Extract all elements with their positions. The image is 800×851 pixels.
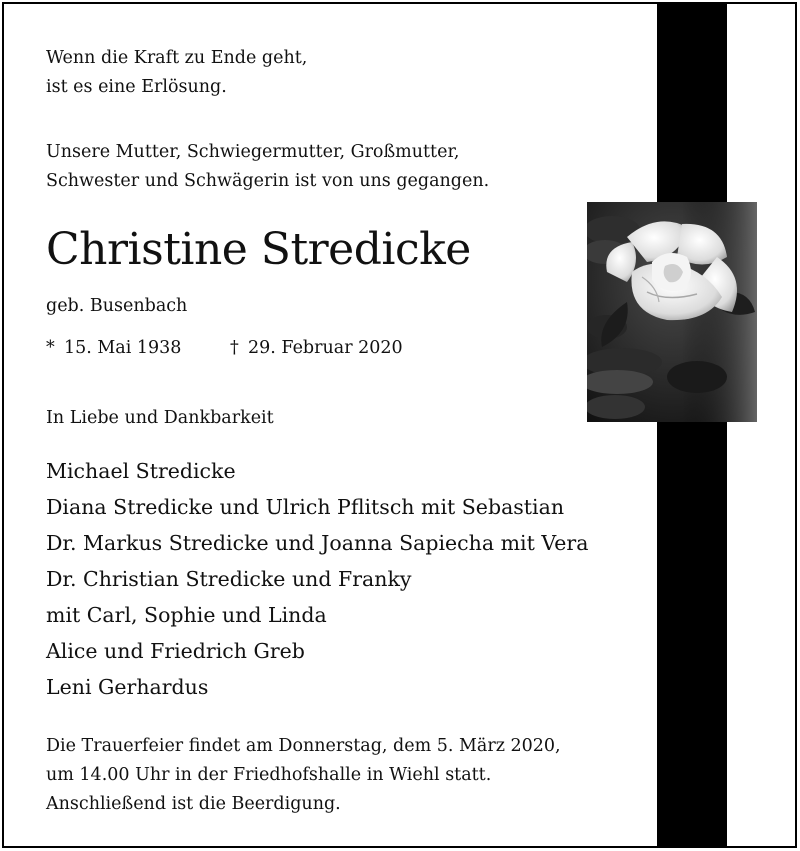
white-rose-icon <box>587 202 757 422</box>
intro-line: Unsere Mutter, Schwiegermutter, Großmutter, <box>46 142 460 162</box>
mourner-line: Leni Gerhardus <box>46 675 209 699</box>
closing-phrase: In Liebe und Dankbarkeit <box>46 408 274 428</box>
mourner-line: Michael Stredicke <box>46 459 236 483</box>
mourners-list <box>46 453 588 705</box>
service-line: um 14.00 Uhr in der Friedhofshalle in Wiehl statt. <box>46 765 492 785</box>
intro-line: Schwester und Schwägerin ist von uns gegangen. <box>46 171 490 191</box>
mourner-line: Dr. Christian Stredicke und Franky <box>46 567 412 591</box>
death-date: 29. Februar 2020 <box>248 338 403 358</box>
motto-line: ist es eine Erlösung. <box>46 77 227 97</box>
birth-name: geb. Busenbach <box>46 296 188 316</box>
mourner-line: Dr. Markus Stredicke und Joanna Sapiecha mit Vera <box>46 531 589 555</box>
birth-symbol: * <box>46 338 55 358</box>
mourner-line: Diana Stredicke und Ulrich Pflitsch mit Sebastian <box>46 495 565 519</box>
motto <box>46 44 307 102</box>
obituary-frame <box>2 2 797 848</box>
motto-line: Wenn die Kraft zu Ende geht, <box>46 48 308 68</box>
mourner-line: Alice und Friedrich Greb <box>46 639 305 663</box>
service-line: Anschließend ist die Beerdigung. <box>46 794 341 814</box>
intro-text <box>46 138 489 196</box>
service-line: Die Trauerfeier findet am Donnerstag, dem 5. März 2020, <box>46 736 561 756</box>
service-info <box>46 732 561 819</box>
deceased-name: Christine Stredicke <box>46 224 471 275</box>
mourning-bar <box>657 4 727 846</box>
mourner-line: mit Carl, Sophie und Linda <box>46 603 327 627</box>
death-symbol: † <box>230 338 239 358</box>
birth-date: 15. Mai 1938 <box>64 338 182 358</box>
